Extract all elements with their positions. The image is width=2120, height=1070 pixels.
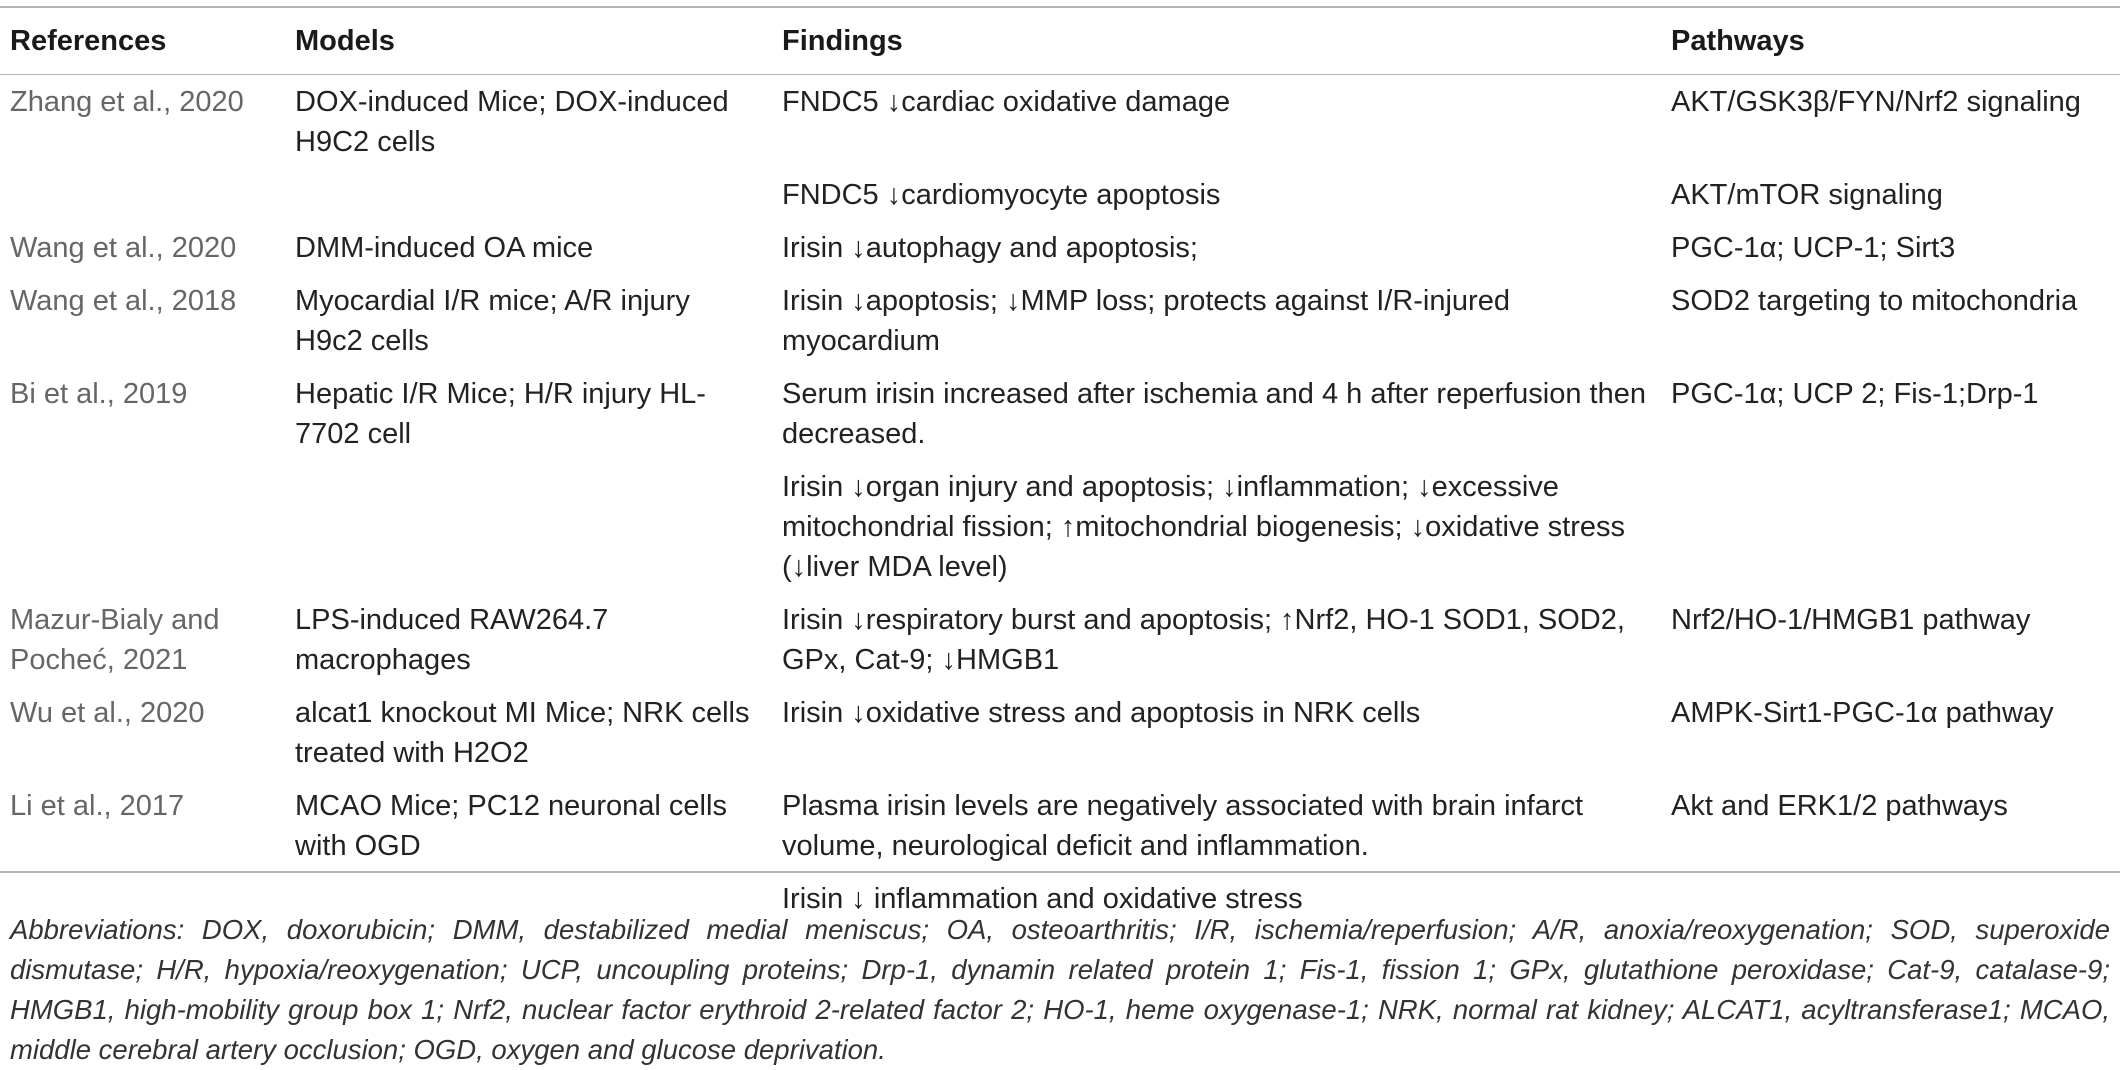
- finding-cell: Irisin ↓oxidative stress and apoptosis in NRK cells: [782, 697, 1421, 729]
- pathway-cell: Nrf2/HO-1/HMGB1 pathway: [1671, 604, 2031, 636]
- finding-cell: FNDC5 ↓cardiac oxidative damage: [782, 86, 1231, 118]
- header-findings: Findings: [782, 25, 903, 57]
- table-row: [0, 273, 2120, 366]
- abbreviations-footnote: Abbreviations: DOX, doxorubicin; DMM, destabilized medial meniscus; OA, osteoarthritis; I/R, ischemia/reperfusion; A/R, anoxia/reoxygenation; SOD, superoxide dismutase; H/R, hypoxia/reoxygenation; UCP, uncoupling proteins; Drp-1, dynamin related protein 1; Fis-1, fission 1; GPx, glutathione peroxidase; Cat-9, catalase-9; HMGB1, high-mobility group box 1; Nrf2, nuclear factor erythroid 2-related factor 2; HO-1, heme oxygenase-1; NRK, normal rat kidney; ALCAT1, acyltransferase1; MCAO, middle cerebral artery occlusion; OGD, oxygen and glucose deprivation.: [10, 913, 2110, 1065]
- reference-cell: [0, 459, 285, 592]
- header-row: [0, 8, 2120, 74]
- model-cell: [285, 167, 772, 220]
- finding-cell: Plasma irisin levels are negatively associated with brain infarct volume, neurological deficit and inflammation.: [782, 790, 1584, 862]
- finding-cell: Irisin ↓organ injury and apoptosis; ↓inflammation; ↓excessive mitochondrial fission; ↑mitochondrial biogenesis; ↓oxidative stress (↓liver MDA level): [782, 471, 1625, 583]
- reference-cell: Zhang et al., 2020: [10, 86, 244, 118]
- finding-cell: Irisin ↓ inflammation and oxidative stress: [782, 883, 1303, 915]
- finding-cell: Serum irisin increased after ischemia and 4 h after reperfusion then decreased.: [782, 378, 1646, 450]
- table-row: [0, 167, 2120, 220]
- pathway-cell: [1661, 459, 2120, 592]
- pathway-cell: Akt and ERK1/2 pathways: [1671, 790, 2008, 822]
- model-cell: Hepatic I/R Mice; H/R injury HL-7702 cell: [295, 378, 706, 450]
- table-row: [0, 459, 2120, 592]
- pathway-cell: AKT/mTOR signaling: [1671, 179, 1943, 211]
- finding-cell: Irisin ↓apoptosis; ↓MMP loss; protects against I/R-injured myocardium: [782, 285, 1510, 357]
- pathway-cell: AMPK-Sirt1-PGC-1α pathway: [1671, 697, 2054, 729]
- reference-cell: [0, 167, 285, 220]
- model-cell: Myocardial I/R mice; A/R injury H9c2 cells: [295, 285, 690, 357]
- model-cell: MCAO Mice; PC12 neuronal cells with OGD: [295, 790, 727, 862]
- reference-cell: Wang et al., 2018: [10, 285, 237, 317]
- table-row: [0, 366, 2120, 459]
- pathway-cell: SOD2 targeting to mitochondria: [1671, 285, 2078, 317]
- reference-cell: Mazur-Bialy and Pocheć, 2021: [10, 604, 220, 676]
- bottom-rule: [0, 871, 2120, 873]
- pathway-cell: PGC-1α; UCP 2; Fis-1;Drp-1: [1671, 378, 2039, 410]
- model-cell: LPS-induced RAW264.7 macrophages: [295, 604, 609, 676]
- header-references: References: [10, 25, 167, 57]
- reference-cell: Li et al., 2017: [10, 790, 185, 822]
- finding-cell: Irisin ↓autophagy and apoptosis;: [782, 232, 1198, 264]
- model-cell: [285, 459, 772, 592]
- model-cell: DOX-induced Mice; DOX-induced H9C2 cells: [295, 86, 729, 158]
- reference-cell: Bi et al., 2019: [10, 378, 188, 410]
- reference-cell: Wu et al., 2020: [10, 697, 205, 729]
- reference-cell: Wang et al., 2020: [10, 232, 237, 264]
- table-row: [0, 220, 2120, 273]
- pathway-cell: AKT/GSK3β/FYN/Nrf2 signaling: [1671, 86, 2081, 118]
- references-table: [0, 8, 2120, 924]
- model-cell: DMM-induced OA mice: [295, 232, 594, 264]
- finding-cell: Irisin ↓respiratory burst and apoptosis; ↑Nrf2, HO-1 SOD1, SOD2, GPx, Cat-9; ↓HMGB1: [782, 604, 1625, 676]
- model-cell: alcat1 knockout MI Mice; NRK cells treated with H2O2: [295, 697, 750, 769]
- table-row: [0, 74, 2120, 167]
- table-row: [0, 778, 2120, 871]
- finding-cell: FNDC5 ↓cardiomyocyte apoptosis: [782, 179, 1221, 211]
- table-row: [0, 592, 2120, 685]
- table-row: [0, 685, 2120, 778]
- header-models: Models: [295, 25, 395, 57]
- pathway-cell: PGC-1α; UCP-1; Sirt3: [1671, 232, 1956, 264]
- header-pathways: Pathways: [1671, 25, 1805, 57]
